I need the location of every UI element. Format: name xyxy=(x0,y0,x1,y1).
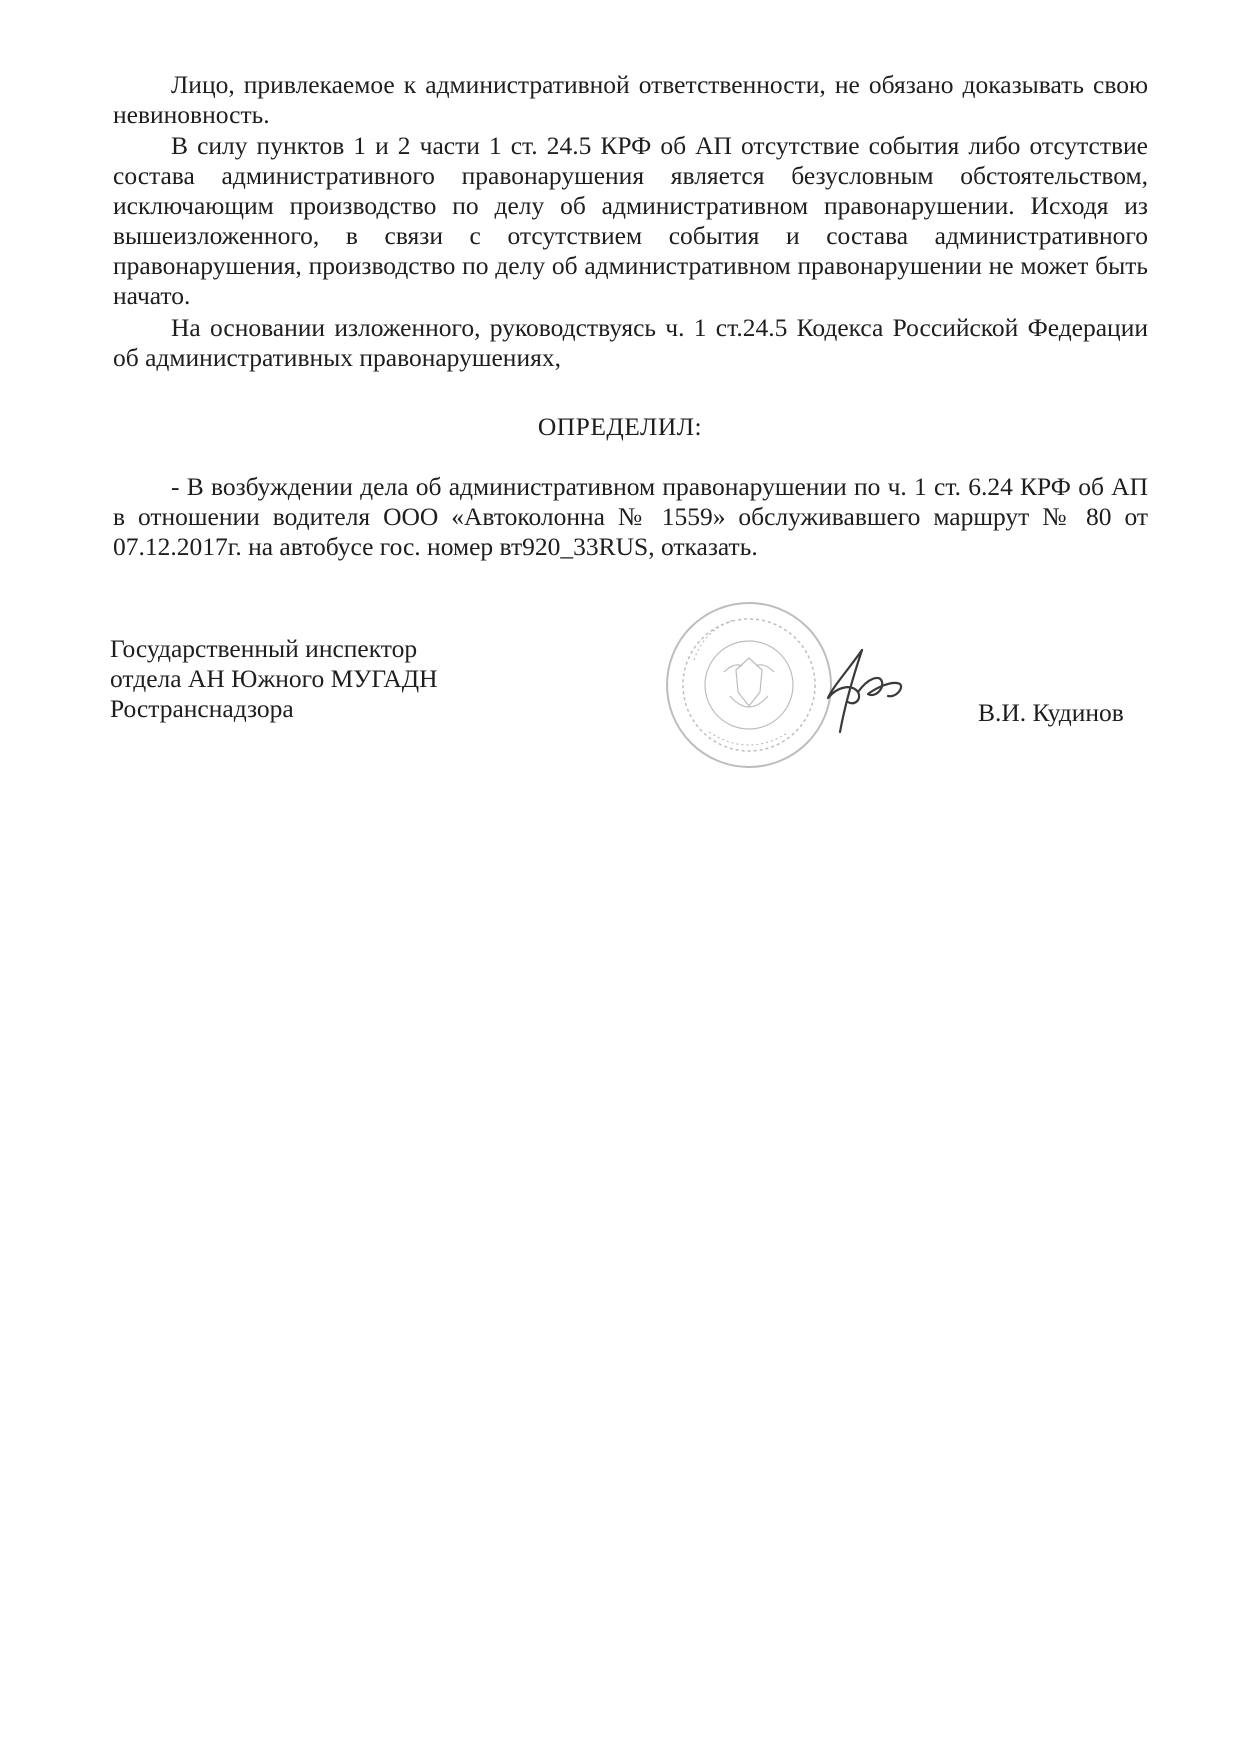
paragraph-presumption xyxy=(113,70,1148,130)
inspector-title-line-2: отдела АН Южного МУГАДН xyxy=(110,664,438,693)
round-seal-icon xyxy=(664,600,834,770)
inspector-title-line-1: Государственный инспектор xyxy=(110,634,418,663)
paragraph-text: В силу пунктов 1 и 2 части 1 ст. 24.5 КРФ об АП отсутствие события либо отсутствие состава административного правонарушения является безусловным обстоятельством, исключающим производство по делу об административном правонарушении. Исходя из вышеизложенного, в связи с отсутствием события и состава административного правонарушения, производство по делу об административном правонарушении не может быть начато. xyxy=(113,131,1148,310)
paragraph-grounds xyxy=(113,313,1148,373)
paragraph-text: Лицо, привлекаемое к административной ответственности, не обязано доказывать свою невиновность. xyxy=(113,70,1148,129)
decision-heading: ОПРЕДЕЛИЛ: xyxy=(537,412,703,441)
inspector-name: В.И. Кудинов xyxy=(978,698,1124,727)
paragraph-text: - В возбуждении дела об административном правонарушении по ч. 1 ст. 6.24 КРФ об АП в отношении водителя ООО «Автоколонна № 1559» обслуживавшего маршрут № 80 от 07.12.2017г. на автобусе гос. номер вт920_33RUS, отказать. xyxy=(113,472,1148,561)
inspector-title-line-3: Ространснадзора xyxy=(110,694,294,723)
handwritten-signature-icon xyxy=(818,640,908,740)
paragraph-text: На основании изложенного, руководствуясь ч. 1 ст.24.5 Кодекса Российской Федерации об административных правонарушениях, xyxy=(113,313,1148,372)
paragraph-decision xyxy=(113,472,1148,562)
paragraph-legal-basis xyxy=(113,131,1148,311)
